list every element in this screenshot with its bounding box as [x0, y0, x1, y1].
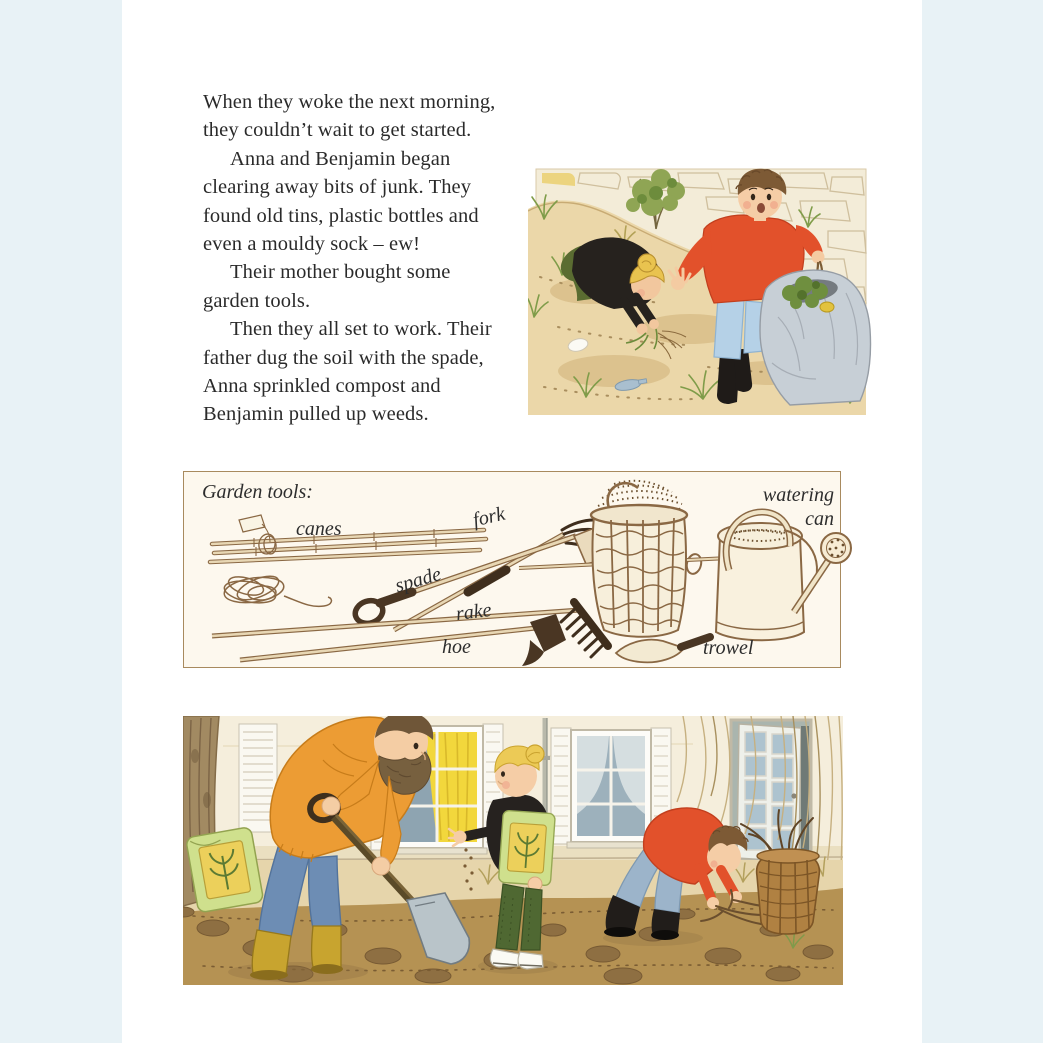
tool-label-canes: canes	[296, 518, 342, 540]
tools-panel-title: Garden tools:	[202, 481, 313, 503]
story-line: When they woke the next morning,	[203, 91, 496, 113]
watering-can-drawing	[716, 512, 851, 640]
tool-label-rake: rake	[454, 598, 493, 626]
book-page	[122, 0, 922, 1043]
trowel-drawing	[616, 637, 710, 662]
story-text	[203, 88, 533, 429]
tool-label-trowel: trowel	[703, 637, 754, 659]
twine-drawing	[223, 571, 332, 606]
story-line: Anna sprinkled compost and	[203, 375, 441, 398]
basket-drawing	[591, 481, 687, 637]
door-knob	[791, 793, 796, 798]
canes-drawing	[210, 515, 486, 562]
story-line: Their mother bought some	[230, 261, 451, 284]
illustration-clearing-junk	[528, 167, 878, 415]
story-line: garden tools.	[203, 289, 311, 312]
story-line: father dug the soil with the spade,	[203, 346, 484, 369]
story-line: they couldn’t wait to get started.	[203, 119, 472, 142]
illustration-family-digging	[183, 716, 843, 985]
story-line: Then they all set to work. Their	[230, 318, 492, 341]
story-line: Anna and Benjamin began	[230, 147, 451, 170]
tool-label-watering-can: watering can	[762, 484, 834, 530]
garden-tools-panel	[183, 471, 841, 668]
cane-tag	[239, 515, 265, 532]
compost-bag-held	[498, 810, 555, 885]
junk-sack	[760, 270, 871, 405]
story-line: clearing away bits of junk. They	[203, 176, 472, 199]
story-line: Benjamin pulled up weeds.	[203, 403, 429, 426]
yellow-junk	[820, 302, 834, 312]
tool-label-hoe: hoe	[442, 636, 471, 658]
tool-label-spade: spade	[392, 563, 444, 598]
tool-label-fork: fork	[470, 502, 508, 532]
compost-bag-left	[186, 827, 264, 913]
story-line: found old tins, plastic bottles and	[203, 204, 479, 227]
story-line: even a mouldy sock – ew!	[203, 233, 421, 256]
